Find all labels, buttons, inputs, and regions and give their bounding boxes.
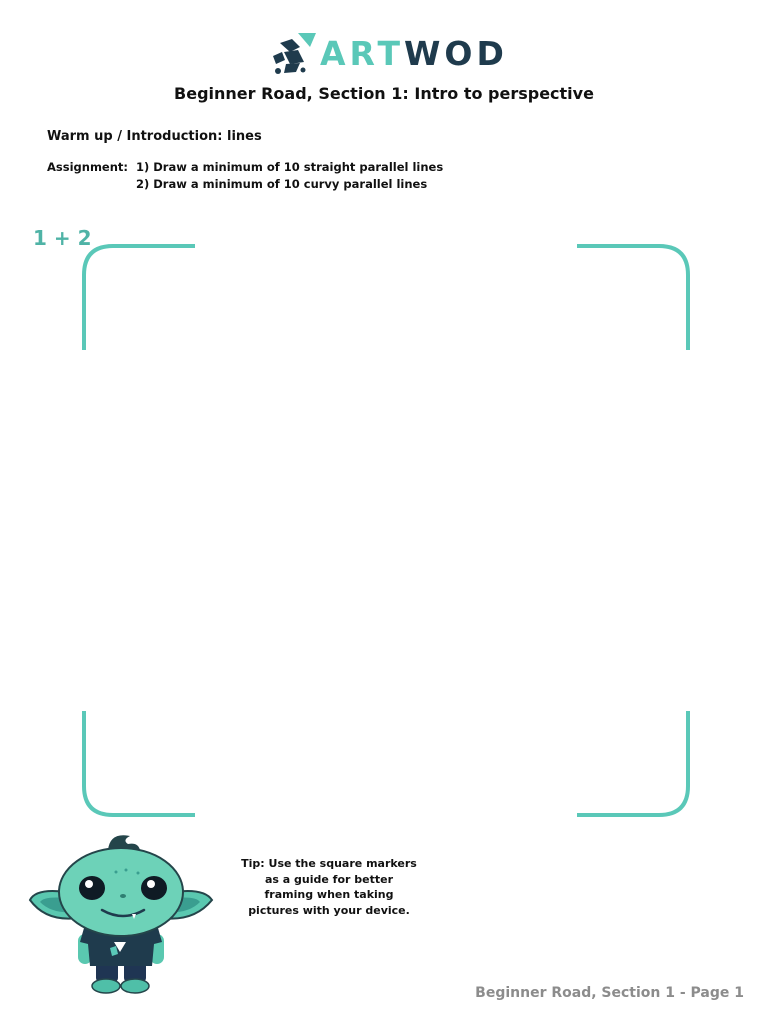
frame-corner-top-right	[577, 246, 688, 350]
assignment-item-1: 1) Draw a minimum of 10 straight parallel lines	[136, 160, 444, 174]
frame-corner-bottom-right	[577, 711, 688, 815]
assignment-item-2: 2) Draw a minimum of 10 curvy parallel lines	[136, 177, 428, 191]
frame-label: 1 + 2	[33, 226, 92, 250]
frame-corner-top-left	[84, 246, 195, 350]
frame-corner-bottom-left	[84, 711, 195, 815]
assignment-label: Assignment:	[47, 160, 129, 174]
logo-text-wod: WOD	[403, 34, 508, 73]
logo-text-art: ART	[320, 34, 404, 73]
page-footer: Beginner Road, Section 1 - Page 1	[475, 985, 744, 1001]
page-title: Beginner Road, Section 1: Intro to perspective	[174, 84, 594, 103]
section-subtitle: Warm up / Introduction: lines	[47, 129, 262, 144]
framing-tip: Tip: Use the square markers as a guide for better framing when taking pictures with your device.	[241, 857, 417, 917]
goblin-mascot-image	[26, 830, 218, 1000]
